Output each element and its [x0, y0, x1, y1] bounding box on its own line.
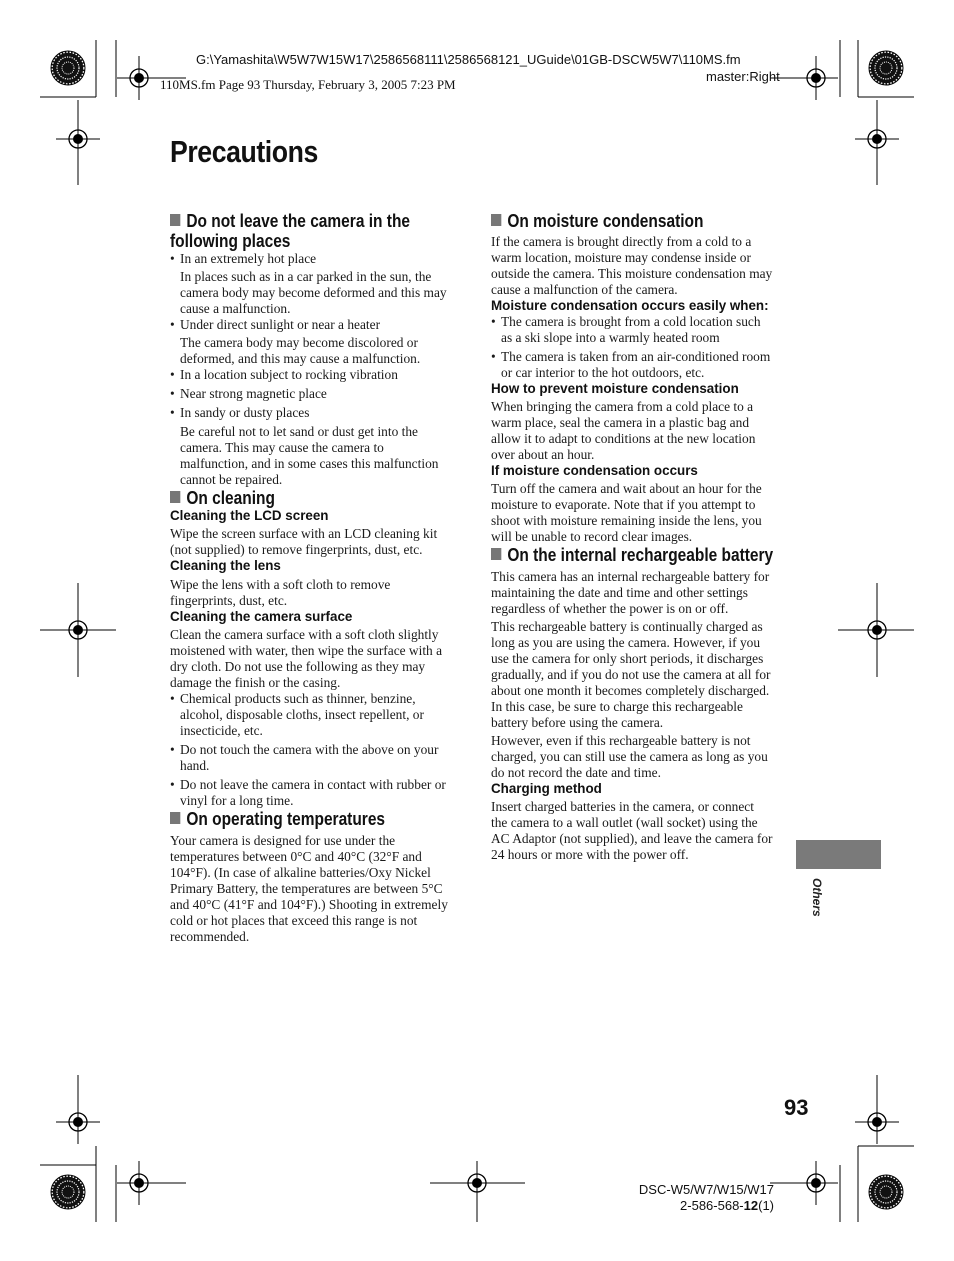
subheading-charging: Charging method [491, 781, 602, 796]
square-bullet-icon [170, 812, 180, 824]
header-file-info: 110MS.fm Page 93 Thursday, February 3, 2005 7:23 PM [160, 77, 456, 92]
section-heading-temperatures: On operating temperatures [170, 809, 454, 829]
left-column [170, 211, 452, 945]
side-tab-label: Others [810, 878, 824, 917]
list-item: • Do not touch the camera with the above on your hand. [170, 742, 452, 774]
battery-para-1: This camera has an internal rechargeable battery for maintaining the date and time and other settings regardless of whether the power is on or off. [491, 569, 770, 616]
temperatures-text: Your camera is designed for use under the temperatures between 0°C and 40°C (32°F and 104°F). (In case of alkaline batteries/Oxy Nickel Primary Battery, the temperatures are between 5°C and 40°C (41°F and 104°F).) Shooting in extremely cold or hot places that exceed this range is not recommended. [170, 833, 448, 944]
moisture-intro: If the camera is brought directly from a cold to a warm location, moisture may condense inside or outside the camera. This moisture condensation may cause a malfunction of the camera. [491, 234, 773, 297]
places-list [170, 251, 452, 267]
section-heading-moisture: On moisture condensation [491, 211, 775, 231]
subheading-prevent: How to prevent moisture condensation [491, 381, 739, 396]
footer-model-info [628, 1182, 774, 1214]
subheading-surface: Cleaning the camera surface [170, 609, 353, 624]
list-item: • In a location subject to rocking vibration [170, 367, 452, 383]
square-bullet-icon [170, 214, 180, 226]
subheading-lens: Cleaning the lens [170, 558, 281, 573]
list-item-detail: Be careful not to let sand or dust get into the camera. This may cause the camera to malfunction, and in some cases this malfunction cannot be repaired. [180, 424, 439, 487]
charging-text: Insert charged batteries in the camera, or connect the camera to a wall outlet (wall socket) using the AC Adaptor (not supplied), and leave the camera for 24 hours or more with the power off. [491, 799, 773, 862]
surface-list [170, 691, 452, 809]
square-bullet-icon [491, 214, 501, 226]
square-bullet-icon [170, 491, 180, 503]
section-heading-battery: On the internal rechargeable battery [491, 545, 775, 565]
list-item: • Chemical products such as thinner, benzine, alcohol, disposable cloths, insect repellent, or insecticide, etc. [170, 691, 452, 739]
list-item: • Near strong magnetic place [170, 386, 452, 402]
part-code: 2-586-568-12(1) [680, 1198, 774, 1213]
if-occurs-text: Turn off the camera and wait about an hour for the moisture to evaporate. Note that if you attempt to shoot with moisture remaining inside the lens, you will be unable to record clear images. [491, 481, 762, 544]
occurs-list [491, 314, 773, 381]
square-bullet-icon [491, 548, 501, 560]
places-list-3 [170, 367, 452, 421]
list-item-detail: In places such as in a car parked in the sun, the camera body may become deformed and this may cause a malfunction. [180, 269, 447, 316]
subheading-if-occurs: If moisture condensation occurs [491, 463, 698, 478]
list-item: • Do not leave the camera in contact with rubber or vinyl for a long time. [170, 777, 452, 809]
page-title: Precautions [170, 134, 318, 169]
lcd-text: Wipe the screen surface with an LCD cleaning kit (not supplied) to remove fingerprints, dust, etc. [170, 526, 438, 557]
section-heading-places: Do not leave the camera in the following places [170, 211, 411, 251]
list-item: • Under direct sunlight or near a heater [170, 317, 452, 333]
subheading-lcd: Cleaning the LCD screen [170, 508, 329, 523]
list-item: • In an extremely hot place [170, 251, 452, 267]
battery-para-2: This rechargeable battery is continually charged as long as you are using the camera. However, if you use the camera for only short periods, it discharges gradually, and if you do not use the camera at all for about one month it becomes completely discharged. In this case, be sure to charge this rechargeable battery before using the camera. [491, 619, 771, 730]
list-item: • In sandy or dusty places [170, 405, 452, 421]
model-name: DSC-W5/W7/W15/W17 [638, 1182, 774, 1197]
lens-text: Wipe the lens with a soft cloth to remove fingerprints, dust, etc. [170, 577, 391, 608]
header-file-path: G:\Yamashita\W5W7W15W17\2586568111\2586568121_UGuide\01GB-DSCW5W7\110MS.fm [196, 52, 741, 67]
prevent-text: When bringing the camera from a cold place to a warm place, seal the camera in a plastic bag and allow it to adapt to conditions at the new location over about an hour. [491, 399, 756, 462]
battery-para-3: However, even if this rechargeable battery is not charged, you can still use the camera as long as you do not record the date and time. [491, 733, 768, 780]
section-heading-cleaning: On cleaning [170, 488, 454, 508]
list-item: • The camera is taken from an air-conditioned room or car interior to the hot outdoors, etc. [491, 349, 773, 381]
header-master-label: master:Right [706, 69, 780, 84]
side-tab-bar [796, 840, 881, 869]
subheading-occurs: Moisture condensation occurs easily when: [491, 298, 769, 313]
list-item-detail: The camera body may become discolored or deformed, and this may cause a malfunction. [180, 335, 421, 366]
surface-text: Clean the camera surface with a soft cloth slightly moistened with water, then wipe the surface with a dry cloth. Do not use the following as they may damage the finish or the casing. [170, 627, 443, 690]
right-column [491, 211, 773, 863]
places-list-2 [170, 317, 452, 333]
page-number: 93 [784, 1095, 809, 1120]
list-item: • The camera is brought from a cold location such as a ski slope into a warmly heated room [491, 314, 773, 346]
